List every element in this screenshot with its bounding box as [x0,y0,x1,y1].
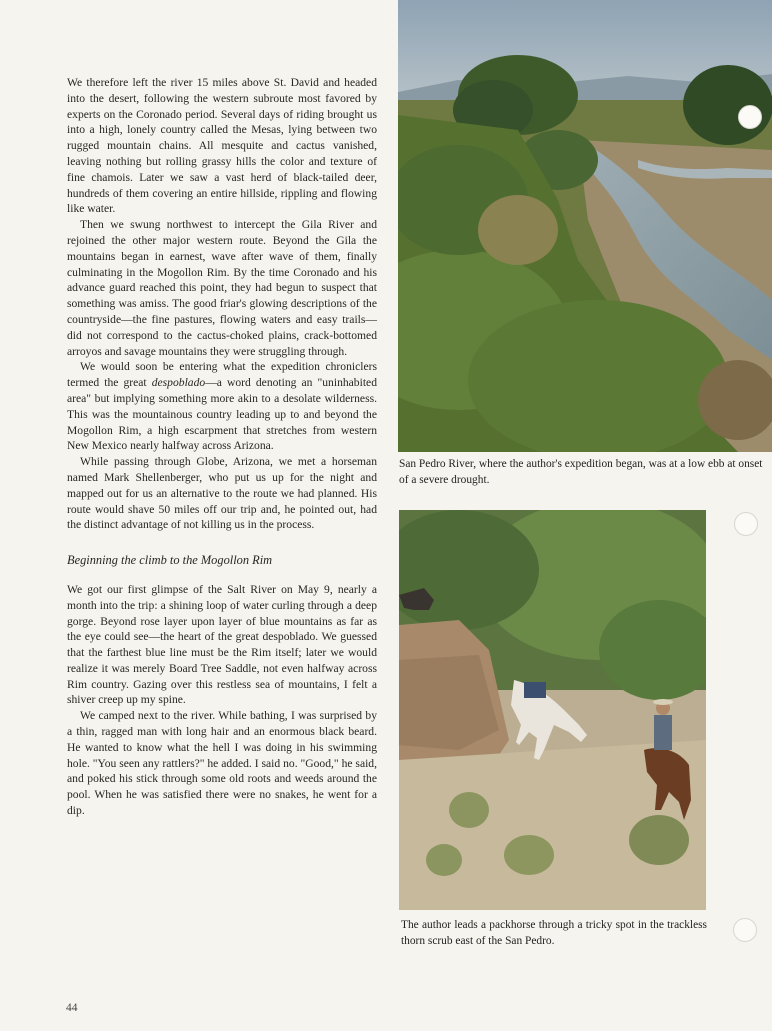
page-number: 44 [66,1002,78,1014]
article-body [67,75,377,819]
binder-hole [738,105,762,129]
paragraph: We camped next to the river. While bathing, I was surprised by a thin, ragged man with long hair and an enormous black beard. He wanted to know what the hell I was doing in his swimming hole. "You seen any rattlers?" he added. I said no. "Good," he said, and poked his stick through some old roots and weeds around the pool. When he was satisfied there were no snakes, he went for a dip. [67,709,377,818]
binder-hole [734,512,758,536]
paragraph: We therefore left the river 15 miles above St. David and headed into the desert, following the western subroute most favored by experts on the Coronado period. Several days of riding brought us into a high, lonely country called the Mesas, lying between two rugged mountain chains. All mesquite and cactus vanished, leaving nothing but rolling grassy hills the color and texture of fine chamois. Later we saw a vast herd of black-tailed deer, hundreds of them covering an entire hillside, rippling and flowing like water. [67,76,377,216]
paragraph-text: —a word denoting an "uninhabited area" but implying something more akin to a desolate wilderness. This was the mountainous country leading up to and beyond the Mogollon Rim, a high escarpment that stretches from western New Mexico nearly halfway across Arizona. [67,376,377,453]
binder-hole [733,918,757,942]
river-photo [398,0,772,452]
paragraph: We got our first glimpse of the Salt River on May 9, nearly a month into the trip: a shining loop of water curling through a deep gorge. Beyond rose layer upon layer of blue mountains as far as the eye could see—the heart of the great despoblado. We guessed that the farthest blue line must be the Rim itself; later we would realize it was merely Board Tree Saddle, not even halfway across Rim country. Gazing over this restless sea of mountains, I felt a shiver creep up my spine. [67,582,377,707]
packhorse-photo [399,510,706,910]
packhorse-caption: The author leads a packhorse through a tricky spot in the trackless thorn scrub east of the San Pedro. [401,919,707,947]
river-caption: San Pedro River, where the author's expedition began, was at a low ebb at onset of a severe drought. [399,458,763,486]
paragraph [67,359,377,454]
italic-term: despoblado [151,376,206,390]
paragraph: While passing through Globe, Arizona, we met a horseman named Mark Shellenberger, who put us up for the night and mapped out for us an alternative to the route we had planned. His route would shave 50 miles off our trip and, he pointed out, had the distinct advantage of not killing us in the process. [67,455,377,532]
paragraph-text: We would soon be entering what the expedition chroniclers termed the great [67,360,377,390]
subhead: Beginning the climb to the Mogollon Rim [67,553,273,568]
paragraph: Then we swung northwest to intercept the Gila River and rejoined the other major western route. Beyond the Gila the mountains began in earnest, wave after wave of them, finally culminating in the Mogollon Rim. By the time Coronado and his advance guard reached this point, they had begun to suspect that something was amiss. The good friar's glowing descriptions of the countryside—the fine pastures, flowing waters and easy trails—did not correspond to the cactus-choked plains, crack-bottomed arroyos and savage mountains they were struggling through. [67,218,377,358]
